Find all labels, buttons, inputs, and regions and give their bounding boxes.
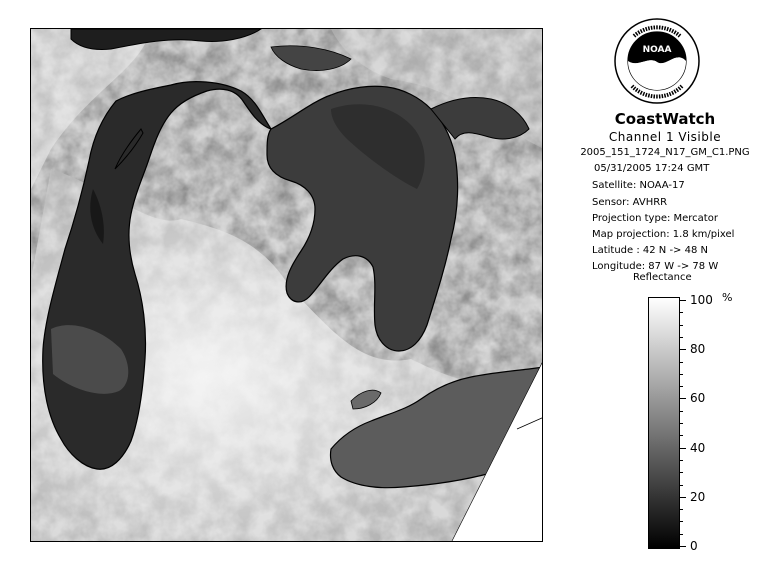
colorbar-major-tick [680,546,686,547]
svg-text:NOAA: NOAA [642,45,672,55]
colorbar-minor-tick [680,325,683,326]
colorbar-tick-label: 0 [690,539,698,553]
noaa-logo [614,18,700,104]
colorbar-minor-tick [680,337,683,338]
acquisition-datetime: 05/31/2005 17:24 GMT [594,163,710,174]
colorbar-unit: % [722,291,733,304]
colorbar-major-tick [680,448,686,449]
colorbar-major-tick [680,349,686,350]
colorbar-tick-label: 80 [690,342,706,357]
colorbar-minor-tick [680,423,683,424]
colorbar-minor-tick [680,362,683,363]
colorbar-minor-tick [680,472,683,473]
colorbar-minor-tick [680,460,683,461]
colorbar-minor-tick [680,374,683,375]
colorbar-minor-tick [680,521,683,522]
colorbar-tick-label: 40 [690,440,706,455]
image-filename: 2005_151_1724_N17_GM_C1.PNG [580,147,750,158]
colorbar-minor-tick [680,485,683,486]
colorbar-minor-tick [680,534,683,535]
product-title: CoastWatch [614,110,716,128]
colorbar-major-tick [680,300,686,301]
colorbar-minor-tick [680,435,683,436]
colorbar-minor-tick [680,411,683,412]
colorbar-tick-label: 20 [690,489,706,504]
colorbar-major-tick [680,497,686,498]
reflectance-colorbar [648,297,680,549]
colorbar-major-tick [680,398,686,399]
colorbar-tick-label: 100 [690,293,713,307]
projection-type-info: Projection type: Mercator [592,213,718,224]
longitude-range: Longitude: 87 W -> 78 W [592,261,719,272]
channel-subtitle: Channel 1 Visible [608,130,722,144]
colorbar-minor-tick [680,509,683,510]
colorbar-tick-label: 60 [690,391,706,406]
latitude-range: Latitude : 42 N -> 48 N [592,245,708,256]
colorbar-minor-tick [680,312,683,313]
colorbar-label: Reflectance [633,272,692,283]
satellite-image-map [30,28,543,542]
map-projection-info: Map projection: 1.8 km/pixel [592,229,735,240]
satellite-image-svg [31,29,543,542]
colorbar-minor-tick [680,386,683,387]
sensor-info: Sensor: AVHRR [592,197,668,208]
satellite-info: Satellite: NOAA-17 [592,180,685,191]
